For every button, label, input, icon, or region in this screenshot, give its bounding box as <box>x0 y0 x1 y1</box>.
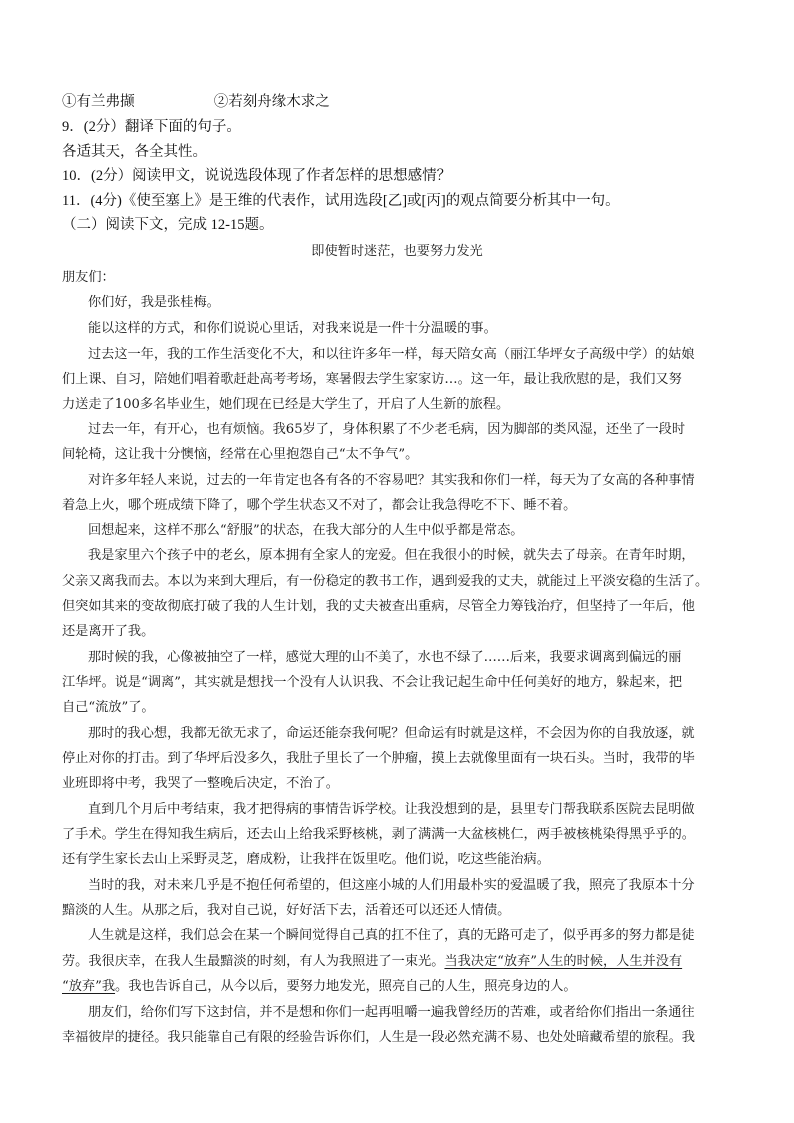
paragraph-line: 了手术。学生在得知我生病后，还去山上给我采野核桃，剥了满满一大盆核桃仁，两手被核桃染得黑乎乎的。 <box>62 827 695 842</box>
paragraph-line: 人生就是这样，我们总会在某一个瞬间觉得自己真的扛不住了，真的无路可走了，似乎再多的努力都是徒 <box>88 928 695 943</box>
paragraph-line: 过去一年，有开心，也有烦恼。我65岁了，身体积累了不少老毛病，因为脚部的类风湿，还坐了一段时 <box>88 422 686 437</box>
option-2: ②若刻舟缘木求之 <box>213 94 330 110</box>
option-1: ①有兰弗撷 <box>62 94 135 110</box>
text-segment: 劳。我很庆幸，在我人生最黯淡的时刻，有人为我照进了一束光。 <box>62 954 445 969</box>
paragraph-line: 当时的我，对未来几乎是不抱任何希望的，但这座小城的人们用最朴实的爱温暖了我，照亮了我原本十分 <box>88 878 695 893</box>
question-11: 11．(4分)《使至塞上》是王维的代表作，试用选段[乙]或[丙]的观点简要分析其中一句。 <box>62 193 620 209</box>
paragraph-line: 那时候的我，心像被抽空了一样，感觉大理的山不美了，水也不绿了……后来，我要求调离到偏远的丽 <box>88 650 682 665</box>
paragraph-line: 着急上火，哪个班成绩下降了，哪个学生状态又不对了，都会让我急得吃不下、睡不着。 <box>62 498 577 513</box>
paragraph-line: 黯淡的人生。从那之后，我对自己说，好好活下去，活着还可以还还人情债。 <box>62 903 511 918</box>
paragraph-line: 能以这样的方式，和你们说说心里话，对我来说是一件十分温暖的事。 <box>88 321 497 336</box>
article-title: 即使暂时迷茫，也要努力发光 <box>311 244 483 259</box>
paragraph-line: 还是离开了我。 <box>62 624 155 639</box>
paragraph-line: 自己“流放”了。 <box>62 700 155 715</box>
paragraph-line: 过去这一年，我的工作生活变化不大，和以往许多年一样，每天陪女高（丽江华坪女子高级中学）的姑娘 <box>88 347 695 362</box>
question-9-sentence: 各适其天，各全其性。 <box>62 144 207 160</box>
paragraph-line: 父亲又离我而去。本以为来到大理后，有一份稳定的教书工作，遇到爱我的丈夫，就能过上平淡安稳的生活了。 <box>62 574 709 589</box>
paragraph-line: 幸福彼岸的捷径。我只能靠自己有限的经验告诉你们，人生是一段必然充满不易、也处处暗藏希望的旅程。我 <box>62 1030 695 1045</box>
section-2-heading: （二）阅读下文，完成 12-15题。 <box>62 217 274 233</box>
paragraph-line: 直到几个月后中考结束，我才把得病的事情告诉学校。让我没想到的是，县里专门帮我联系医院去昆明做 <box>88 802 695 817</box>
paragraph-line: 力送走了100多名毕业生，她们现在已经是大学生了，开启了人生新的旅程。 <box>62 397 510 412</box>
paragraph-line-underlined <box>62 975 577 994</box>
salutation: 朋友们： <box>62 270 115 285</box>
paragraph-line: 你们好，我是张桂梅。 <box>88 295 220 310</box>
question-10: 10．(2分）阅读甲文，说说选段体现了作者怎样的思想感情？ <box>62 168 452 184</box>
paragraph-line: 停止对你的打击。到了华坪后没多久，我肚子里长了一个肿瘤，摸上去就像里面有一块石头。当时，我带的毕 <box>62 751 695 766</box>
paragraph-line: 还有学生家长去山上采野灵芝，磨成粉，让我拌在饭里吃。他们说，吃这些能治病。 <box>62 852 550 867</box>
paragraph-line-underlined <box>62 950 682 969</box>
paragraph-line: 们上课、自习，陪她们唱着歌赶赴高考考场，寒暑假去学生家家访…。这一年，最让我欣慰的是，我们又努 <box>62 372 682 387</box>
text-segment: 。我也告诉自己，从今以后，要努力地发光，照亮自己的人生，照亮身边的人。 <box>115 979 577 994</box>
underlined-sentence-end: “放弃”我 <box>62 979 116 994</box>
paragraph-line: 江华坪。说是“调离”，其实就是想找一个没有人认识我、不会让我记起生命中任何美好的地方，躲起来，把 <box>62 675 683 690</box>
paragraph-line: 回想起来，这样不那么“舒服”的状态，在我大部分的人生中似乎都是常态。 <box>88 523 524 538</box>
paragraph-line: 但突如其来的变故彻底打破了我的人生计划，我的丈夫被查出重病，尽管全力筹钱治疗，但坚持了一年后，他 <box>62 599 695 614</box>
question-9: 9．(2分）翻译下面的句子。 <box>62 119 241 135</box>
underlined-sentence: 当我决定“放弃”人生的时候，人生并没有 <box>444 954 683 969</box>
paragraph-line: 间轮椅，这让我十分懊恼，经常在心里抱怨自己“太不争气”。 <box>62 447 419 462</box>
paragraph-line: 那时的我心想，我都无欲无求了，命运还能奈我何呢？但命运有时就是这样，不会因为你的自我放逐，就 <box>88 726 695 741</box>
question-8-options <box>62 90 330 111</box>
paragraph-line: 我是家里六个孩子中的老幺，原本拥有全家人的宠爱。但在我很小的时候，就失去了母亲。在青年时期， <box>88 548 695 563</box>
paragraph-line: 朋友们，给你们写下这封信，并不是想和你们一起再咀嚼一遍我曾经历的苦难，或者给你们指出一条通往 <box>88 1005 695 1020</box>
paragraph-line: 对许多年轻人来说，过去的一年肯定也各有各的不容易吧？其实我和你们一样，每天为了女高的各种事情 <box>88 473 695 488</box>
paragraph-line: 业班即将中考，我哭了一整晚后决定，不治了。 <box>62 776 339 791</box>
